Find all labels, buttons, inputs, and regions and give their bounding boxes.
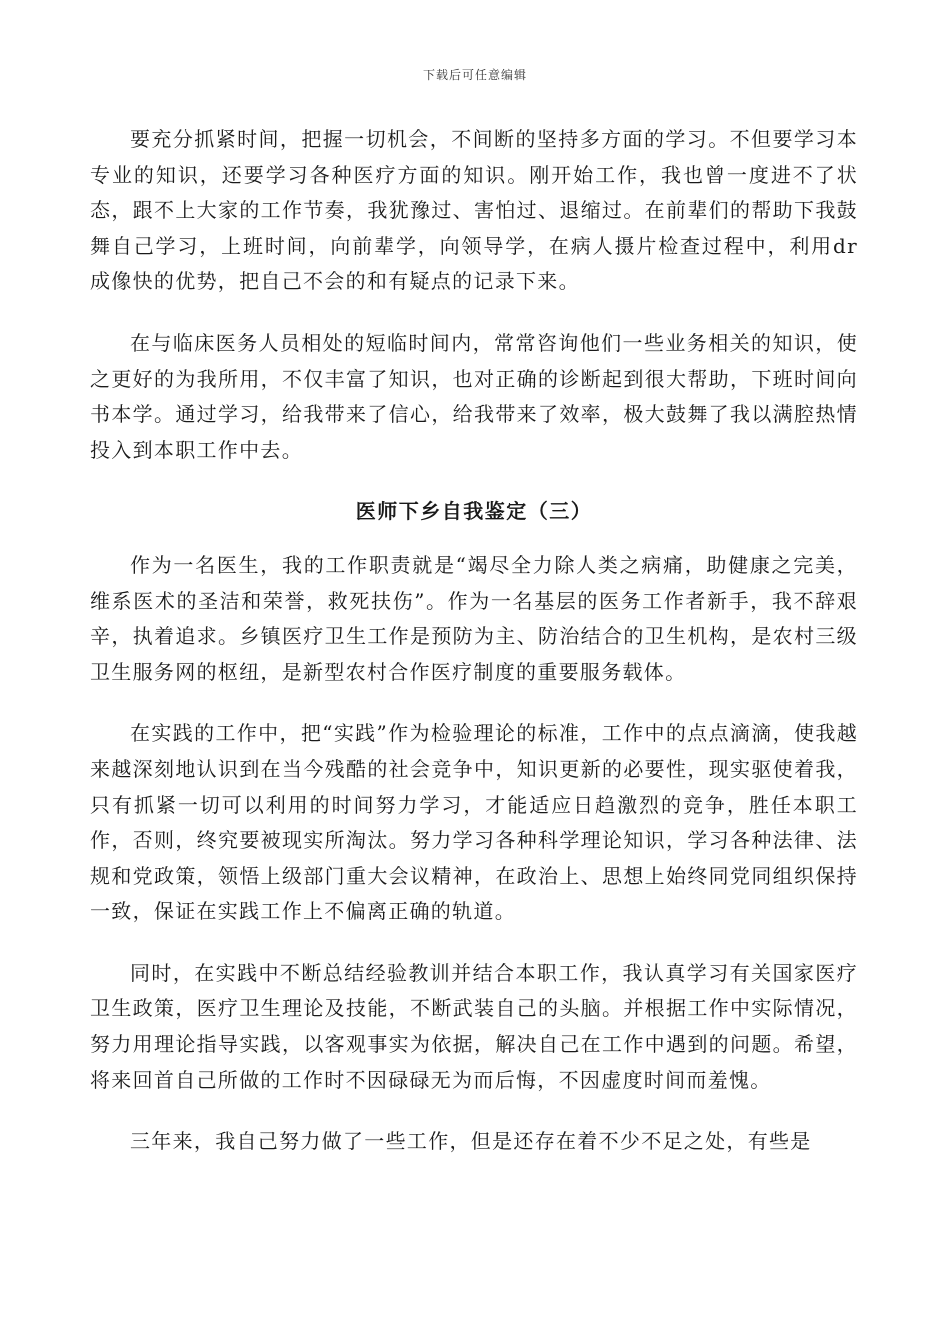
paragraph: 在实践的工作中，把“实践”作为检验理论的标准，工作中的点点滴滴，使我越来越深刻地认识到在当今残酷的社会竞争中，知识更新的必要性，现实驱使着我，只有抓紧一切可以利用的时间努力学习，才能适应日趋激烈的竞争，胜任本职工作，否则，终究要被现实所淘汰。努力学习各种科学理论知识，学习各种法律、法规和党政策，领悟上级部门重大会议精神，在政治上、思想上始终同党同组织保持一致，保证在实践工作上不偏离正确的轨道。 <box>90 721 858 924</box>
header-note: 下载后可任意编辑 <box>422 68 527 82</box>
paragraph: 要充分抓紧时间，把握一切机会，不间断的坚持多方面的学习。不但要学习本专业的知识，还要学习各种医疗方面的知识。刚开始工作，我也曾一度进不了状态，跟不上大家的工作节奏，我犹豫过、害怕过、退缩过。在前辈们的帮助下我鼓舞自己学习，上班时间，向前辈学，向领导学，在病人摄片检查过程中，利用dr成像快的优势，把自己不会的和有疑点的记录下来。 <box>90 127 858 294</box>
section-title: 医师下乡自我鉴定（三） <box>355 499 593 524</box>
document-body <box>90 122 858 1186</box>
paragraph: 在与临床医务人员相处的短临时间内，常常咨询他们一些业务相关的知识，使之更好的为我所用，不仅丰富了知识，也对正确的诊断起到很大帮助，下班时间向书本学。通过学习，给我带来了信心，给我带来了效率，极大鼓舞了我以满腔热情投入到本职工作中去。 <box>90 330 858 462</box>
paragraph: 作为一名医生，我的工作职责就是“竭尽全力除人类之病痛，助健康之完美，维系医术的圣洁和荣誉，救死扶伤”。作为一名基层的医务工作者新手，我不辞艰辛，执着追求。乡镇医疗卫生工作是预防为主、防治结合的卫生机构，是农村三级卫生服务网的枢纽，是新型农村合作医疗制度的重要服务载体。 <box>90 552 858 684</box>
paragraph: 同时，在实践中不断总结经验教训并结合本职工作，我认真学习有关国家医疗卫生政策，医疗卫生理论及技能，不断武装自己的头脑。并根据工作中实际情况，努力用理论指导实践，以客观事实为依据，解决自己在工作中遇到的问题。希望，将来回首自己所做的工作时不因碌碌无为而后悔，不因虚度时间而羞愧。 <box>90 960 858 1092</box>
paragraph: 三年来，我自己努力做了一些工作，但是还存在着不少不足之处，有些是 <box>130 1129 812 1154</box>
